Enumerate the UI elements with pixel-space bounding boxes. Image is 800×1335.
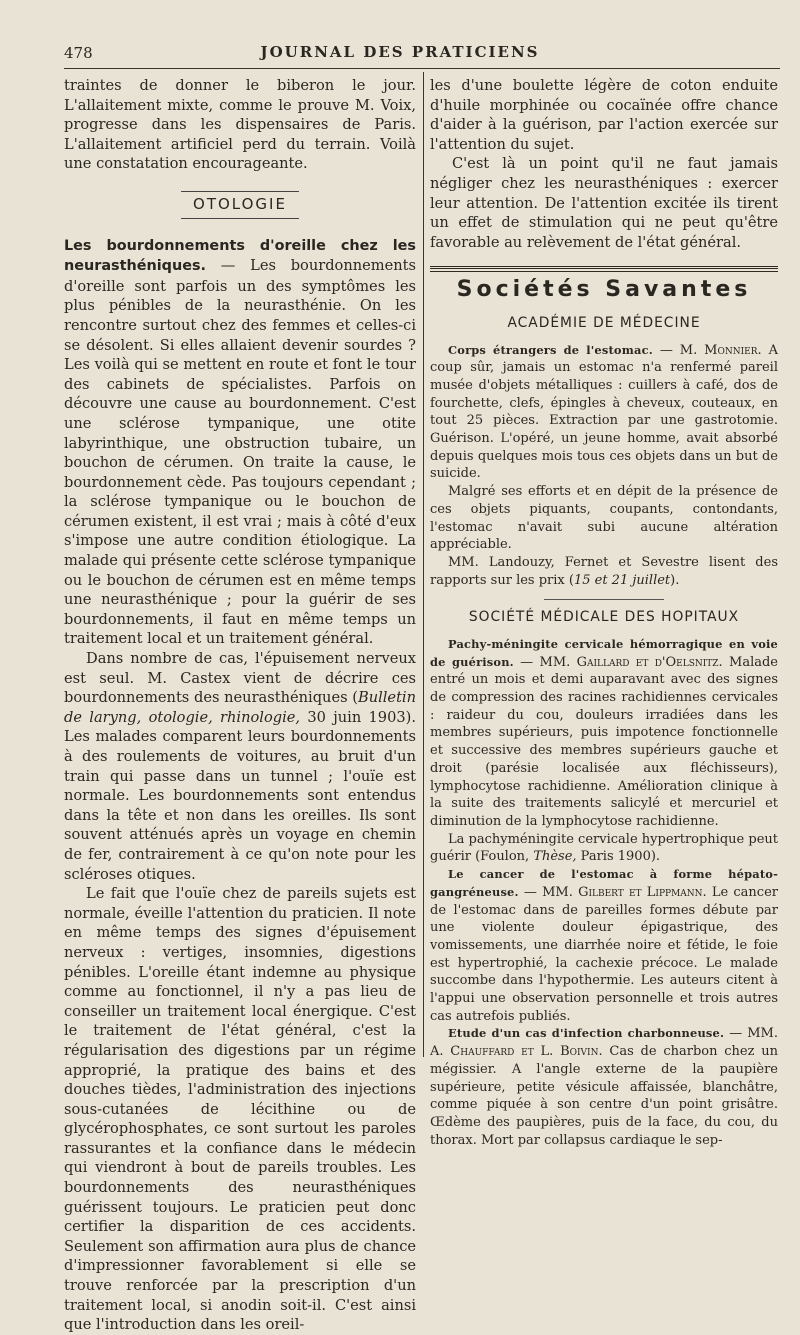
societes-savantes-title: Sociétés Savantes [456, 277, 752, 303]
text: MM. Landouzy, Fernet et Sevestre lisent des rapports sur les prix ( [430, 554, 778, 588]
double-rule [430, 266, 778, 272]
citation: Thèse, [533, 849, 577, 865]
paragraph: Malgré ses efforts et en dépit de la présence de ces objets piquants, coupants, contondants, l'estomac n'avait subi aucune altération appréciable. [430, 484, 778, 553]
separator-rule [544, 599, 664, 600]
author: Gaillard et d'Oelsnitz. [576, 654, 723, 670]
citation: 15 et 21 juillet [573, 572, 671, 588]
author: Gilbert et Lippmann. [578, 884, 707, 900]
section-heading-otologie [64, 191, 416, 219]
report-lead: Corps étrangers de l'estomac. [448, 342, 653, 357]
text: La pachyméningite cervicale hypertrophique peut guérir (Foulon, [430, 831, 778, 865]
header-rule [64, 68, 780, 69]
societe-section [430, 636, 778, 1149]
report-paragraph: Corps étrangers de l'estomac. — M. Monnier. A coup sûr, jamais un estomac n'a renfermé pareil musée d'objets métalliques : cuillers à café, dos de fourchette, clefs, épingles à cheveux, couteaux, en tout 25 pièces. Extraction par une gastrotomie. Guérison. L'opéré, un jeune homme, avait absorbé depuis quelques mois tous ces objets dans un but de suicide. [430, 342, 778, 482]
section-title: OTOLOGIE [181, 191, 299, 219]
paragraph [64, 649, 416, 884]
paragraph [430, 831, 778, 866]
text: A coup sûr, jamais un estomac n'a renfermé pareil musée d'objets métalliques : cuillers à café, dos de fourchette, clefs, épingles à cheveux, couteaux, en tout 25 pièces. Extraction par une gastrotomie. Guérison. L'opéré, un jeune homme, avait absorbé depuis quelques mois tous ces objets dans un but de suicide. [430, 342, 778, 482]
text: 30 juin 1903). Les malades comparent leurs bourdonnements à des roulements de voitures, au bruit d'un train qui passe dans un tunnel ; l'ouïe est normale. Les bourdonnements sont entendus dans la tête et non dans les oreilles. Ils sont souvent atténués après un voyage en chemin de fer, contrairement à ce qu'on note pour les scléroses otiques. [64, 708, 416, 883]
article-text: — Les bourdonnements d'oreille sont parfois un des symptômes les plus pénibles de la neurasthénie. On les rencontre surtout chez des femmes et celles-ci se désolent. Si elles allaient devenir sourdes ? Les voilà qui se mettent en route et font le tour des cabinets de spécialistes. Parfois on découvre une cause au bourdonnement. C'est une sclérose tympanique, une otite labyrinthique, une obstruction tubaire, un bouchon de cérumen. On traite la cause, le bourdonnement cède. Pas toujours cependant ; la sclérose tympanique ou le bouchon de cérumen existent, il est vrai ; mais à côté d'eux s'impose une autre condition étiologique. La malade qui présente cette sclérose tympanique ou le bouchon de cérumen est en même temps une neurasthénique ; pour la guérir de ses bourdonnements, il faut en même temps un traitement local et un traitement général. [64, 257, 416, 648]
academie-heading: ACADÉMIE DE MÉDECINE [507, 314, 701, 331]
academie-section [430, 342, 778, 590]
report-lead: Etude d'un cas d'infection charbonneuse. [448, 1026, 725, 1041]
left-column [64, 76, 416, 1335]
report-lead: Le cancer de l'estomac à forme hépato-gangréneuse. [430, 867, 778, 899]
paragraph: C'est là un point qu'il ne faut jamais négliger chez les neurasthéniques : exercer leur attention. De l'attention excitée ils tirent un effet de stimulation qui ne peut qu'être favorable au relèvement de l'état général. [430, 155, 778, 251]
author: A. Chauffard et L. Boivin. [430, 1044, 603, 1060]
text: Paris 1900). [576, 849, 661, 865]
text: Le cancer de l'estomac dans de pareilles formes débute par une violente douleur épigastrique, des vomissements, une diarrhée noire et fétide, le foie est hypertrophié, la cachexie précoce. Le malade succombe dans l'hypothermie. Les auteurs citent à l'appui une observation personnelle et trois autres cas autrefois publiés. [430, 884, 778, 1024]
text: Cas de charbon chez un mégissier. A l'angle externe de la paupière supérieure, petite vésicule affaissée, blanchâtre, comme piquée à son centre d'un point grisâtre. Œdème des paupières, puis de la face, du cou, du thorax. Mort par collapsus cardiaque le sep- [430, 1044, 778, 1148]
paragraph: Le fait que l'ouïe chez de pareils sujets est normale, éveille l'attention du praticien. Il note en même temps des signes d'épuisement nerveux : vertiges, insomnies, digestions pénibles. L'oreille étant indemne au physique comme au fonctionnel, il n'y a pas lieu de conseiller un traitement local énergique. C'est le traitement de l'état général, c'est la régularisation des digestions par un régime approprié, la pratique des bains et des douches tièdes, l'administration des injections sous-cutanées de lécithine ou de glycérophosphates, ce sont surtout les paroles rassurantes et la confiance dans le médecin qui viendront à bout de pareils troubles. Les bourdonnements des neurasthéniques guérissent toujours. Le praticien peut donc certifier la disparition de ces accidents. Seulement son affirmation aura plus de chance d'impressionner favorablement si elle se trouve renforcée par la prescription d'un traitement local, si anodin soit-il. C'est ainsi que l'introduction dans les oreil- [64, 885, 416, 1334]
text: ). [670, 572, 680, 588]
running-head: JOURNAL DES PRATICIENS [260, 43, 540, 61]
article-paragraph [64, 236, 416, 649]
article-lead: Les bourdonnements d'oreille chez les neurasthéniques. [64, 237, 416, 275]
report-paragraph: Le cancer de l'estomac à forme hépato-gangréneuse. — MM. Gilbert et Lippmann. Le cancer de l'estomac dans de pareilles formes débute par une violente douleur épigastrique, des vomissements, une diarrhée noire et fétide, le foie est hypertrophié, la cachexie précoce. Le malade succombe dans l'hypothermie. Les auteurs citent à l'appui une observation personnelle et trois autres cas autrefois publiés. [430, 867, 778, 1024]
text: Malade entré un mois et demi auparavant avec des signes de compression des racines rachidiennes cervicales : raideur du cou, douleurs irradiées dans les membres supérieurs, puis impotence fonctionnelle et successive des membres supérieurs gauche et droit (parésie localisée aux fléchisseurs), lymphocytose rachidienne. Amélioration clinique à la suite des traitements salicylé et mercuriel et diminution de la lymphocytose rachidienne. [430, 654, 778, 829]
report-paragraph: Etude d'un cas d'infection charbonneuse. — MM. A. Chauffard et L. Boivin. Cas de charbon chez un mégissier. A l'angle externe de la paupière supérieure, petite vésicule affaissée, blanchâtre, comme piquée à son centre d'un point grisâtre. Œdème des paupières, puis de la face, du cou, du thorax. Mort par collapsus cardiaque le sep- [430, 1026, 778, 1148]
text: Dans nombre de cas, l'épuisement nerveux est seul. M. Castex vient de décrire ces bourdonnements des neurasthéniques ( [64, 650, 416, 707]
author: Monnier. [704, 342, 762, 358]
paragraph: traintes de donner le biberon le jour. L'allaitement mixte, comme le prouve M. Voix, progresse dans les dispensaires de Paris. L'allaitement artificiel perd du terrain. Voilà une constatation encourageante. [64, 77, 416, 173]
paragraph: les d'une boulette légère de coton enduite d'huile morphinée ou cocaïnée offre chance d'aider à la guérison, par l'action exercée sur l'attention du sujet. [430, 77, 778, 153]
citation: Bulletin de laryng, otologie, rhinologie, [64, 689, 416, 726]
societe-heading: SOCIÉTÉ MÉDICALE DES HOPITAUX [468, 609, 740, 626]
paragraph [430, 554, 778, 589]
report-paragraph: Pachy-méningite cervicale hémorragique en voie de guérison. — MM. Gaillard et d'Oelsnitz. Malade entré un mois et demi auparavant avec des signes de compression des racines rachidiennes cervicales : raideur du cou, douleurs irradiées dans les membres supérieurs, puis impotence fonctionnelle et successive des membres supérieurs gauche et droit (parésie localisée aux fléchisseurs), lymphocytose rachidienne. Amélioration clinique à la suite des traitements salicylé et mercuriel et diminution de la lymphocytose rachidienne. [430, 636, 778, 829]
right-column [430, 76, 778, 1149]
column-divider [423, 72, 424, 1057]
report-lead: Pachy-méningite cervicale hémorragique en voie de guérison. [430, 636, 778, 669]
page-number: 478 [64, 44, 93, 62]
